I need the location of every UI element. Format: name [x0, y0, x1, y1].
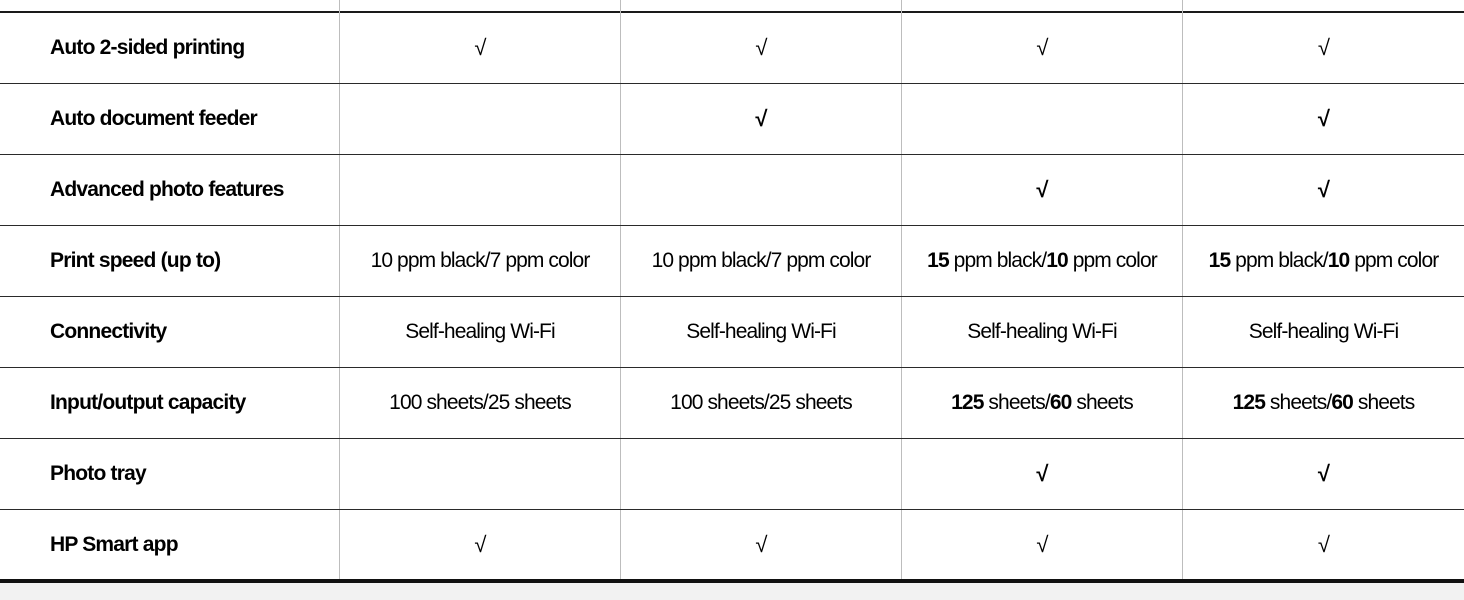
- column-divider: [339, 0, 340, 13]
- checkmark-icon: √: [1317, 106, 1330, 131]
- table-row: [0, 439, 1464, 510]
- column-divider: [901, 0, 902, 13]
- table-cell: [620, 84, 901, 154]
- table-cell: [620, 297, 901, 367]
- table-cell: [620, 155, 901, 225]
- table-cell: [1182, 226, 1464, 296]
- cell-value: [927, 249, 1157, 273]
- table-cell: [901, 439, 1182, 509]
- row-label: Input/output capacity: [50, 391, 246, 414]
- table-cell: [1182, 297, 1464, 367]
- table-cell: [1182, 439, 1464, 509]
- row-label: Auto document feeder: [50, 107, 257, 130]
- table-row: [0, 226, 1464, 297]
- table-cell: [901, 297, 1182, 367]
- highlight-number: 60: [1049, 391, 1072, 414]
- table-cell: [339, 368, 620, 438]
- table-cell: [901, 510, 1182, 580]
- table-row: [0, 155, 1464, 226]
- highlight-number: 125: [1232, 391, 1265, 414]
- table-cell: [339, 297, 620, 367]
- row-label: Connectivity: [50, 320, 167, 343]
- row-label: Advanced photo features: [50, 178, 284, 201]
- checkmark-icon: √: [1036, 532, 1048, 557]
- table-row: [0, 84, 1464, 155]
- table-cell: [901, 155, 1182, 225]
- checkmark-icon: √: [1317, 177, 1330, 202]
- table-cell: [1182, 84, 1464, 154]
- checkmark-icon: √: [755, 532, 767, 557]
- value-text: ppm color: [1067, 249, 1157, 272]
- table-cell: [339, 510, 620, 580]
- table-row: [0, 368, 1464, 439]
- table-cell: [901, 13, 1182, 83]
- checkmark-icon: √: [1036, 461, 1048, 486]
- cell-value: 10 ppm black/7 ppm color: [651, 249, 871, 272]
- cell-value: 100 sheets/25 sheets: [389, 391, 571, 414]
- table-cell: [339, 13, 620, 83]
- table-row: [0, 510, 1464, 581]
- highlight-number: 60: [1331, 391, 1353, 414]
- table-row: [0, 297, 1464, 368]
- value-text: sheets: [1071, 391, 1133, 414]
- checkmark-icon: √: [1317, 35, 1330, 60]
- value-text: ppm black/: [1230, 249, 1328, 272]
- row-label: HP Smart app: [50, 533, 178, 556]
- value-text: sheets: [1352, 391, 1415, 414]
- highlight-number: 10: [1327, 249, 1350, 272]
- column-divider: [1182, 0, 1183, 13]
- table-cell: [620, 226, 901, 296]
- cell-value: 100 sheets/25 sheets: [670, 391, 852, 414]
- table-cell: [1182, 510, 1464, 580]
- cell-value: Self-healing Wi-Fi: [1248, 320, 1399, 343]
- row-label: Print speed (up to): [50, 249, 221, 272]
- checkmark-icon: √: [755, 106, 767, 131]
- cell-value: [1233, 391, 1415, 415]
- column-divider: [620, 0, 621, 13]
- highlight-number: 10: [1046, 249, 1068, 272]
- cell-value: [951, 391, 1133, 415]
- table-top-stub: [0, 0, 1464, 13]
- table-cell: [339, 439, 620, 509]
- cell-value: Self-healing Wi-Fi: [686, 320, 836, 343]
- table-cell: [339, 84, 620, 154]
- checkmark-icon: √: [755, 35, 767, 60]
- table-cell: [620, 368, 901, 438]
- table-cell: [901, 368, 1182, 438]
- checkmark-icon: √: [1036, 35, 1048, 60]
- table-cell: [620, 510, 901, 580]
- highlight-number: 15: [927, 249, 949, 272]
- checkmark-icon: √: [1317, 461, 1330, 486]
- table-cell: [901, 84, 1182, 154]
- table-row: [0, 13, 1464, 84]
- table-cell: [339, 226, 620, 296]
- cell-value: 10 ppm black/7 ppm color: [370, 249, 590, 272]
- cell-value: Self-healing Wi-Fi: [405, 320, 555, 343]
- table-cell: [1182, 13, 1464, 83]
- table-cell: [620, 13, 901, 83]
- table-cell: [620, 439, 901, 509]
- checkmark-icon: √: [474, 532, 486, 557]
- value-text: ppm color: [1349, 249, 1439, 272]
- table-cell: [901, 226, 1182, 296]
- table-bottom-rule: [0, 579, 1464, 583]
- highlight-number: 15: [1208, 249, 1231, 272]
- value-text: sheets/: [1265, 391, 1332, 414]
- checkmark-icon: √: [474, 35, 486, 60]
- highlight-number: 125: [951, 391, 984, 414]
- table-cell: [1182, 368, 1464, 438]
- cell-value: [1209, 249, 1439, 273]
- checkmark-icon: √: [1036, 177, 1048, 202]
- table-cell: [339, 155, 620, 225]
- checkmark-icon: √: [1317, 532, 1330, 557]
- value-text: ppm black/: [948, 249, 1047, 272]
- row-label: Auto 2-sided printing: [50, 36, 245, 59]
- table-cell: [1182, 155, 1464, 225]
- value-text: sheets/: [983, 391, 1050, 414]
- cell-value: Self-healing Wi-Fi: [967, 320, 1117, 343]
- row-label: Photo tray: [50, 462, 146, 485]
